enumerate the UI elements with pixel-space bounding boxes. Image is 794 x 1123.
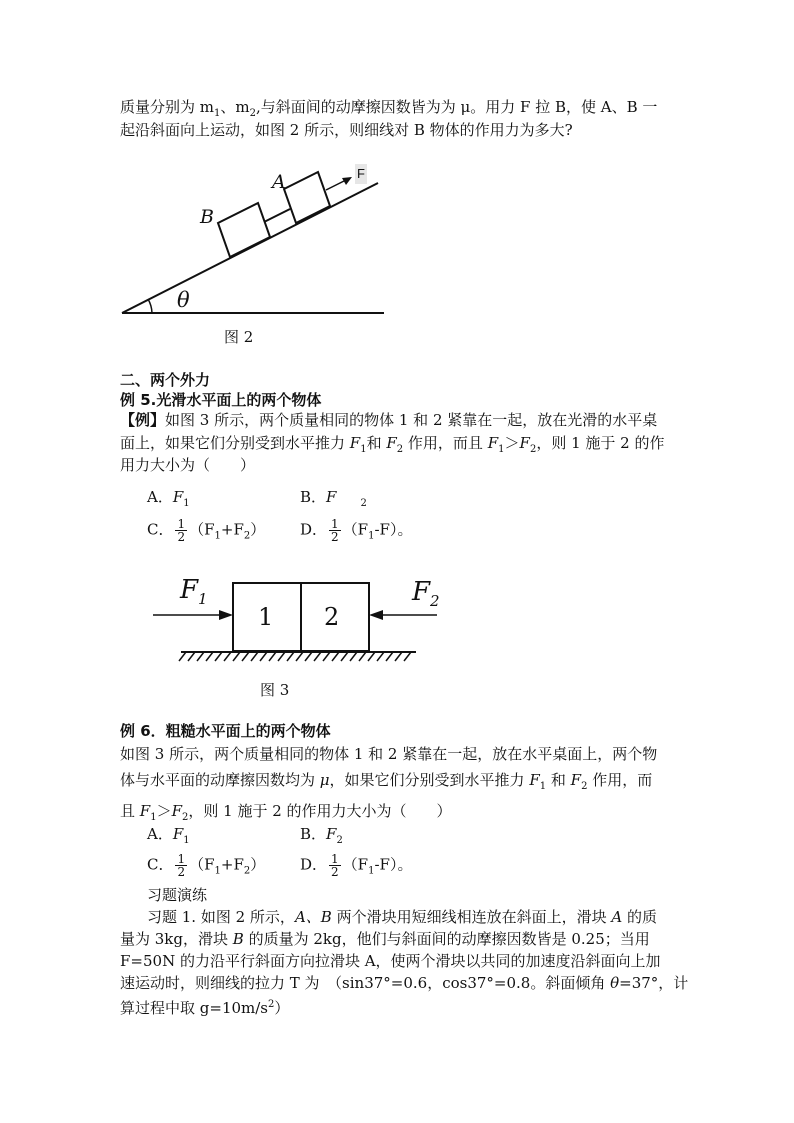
numerator: 1 (177, 852, 186, 866)
hatch-mark (260, 652, 267, 661)
label-b: B (200, 206, 214, 228)
numerator: 1 (331, 517, 339, 531)
subscript: 2 (529, 444, 537, 455)
hatch-mark (242, 652, 249, 661)
fraction (329, 853, 341, 878)
label-theta: θ (177, 288, 190, 312)
hatch-mark (188, 652, 195, 661)
option-label: B． (300, 825, 327, 843)
hatch-mark (314, 652, 321, 661)
label-a: A (272, 171, 286, 193)
var: F (386, 434, 397, 452)
hatch-mark (197, 652, 204, 661)
label-f2 (412, 578, 440, 615)
practice-line-4 (120, 973, 688, 993)
option-label: D． (300, 855, 328, 874)
subscript: 1 (368, 865, 375, 877)
denominator: 2 (177, 865, 186, 879)
text: +F (220, 520, 244, 539)
text: 的质量为 2kg，他们与斜面间的动摩擦因数皆是 0.25；当用 (243, 930, 650, 948)
text: ＞ (156, 802, 172, 820)
subscript: 1 (150, 812, 157, 823)
subscript: 1 (183, 498, 190, 509)
text: 和 (366, 434, 387, 452)
practice-line-1 (147, 907, 657, 927)
hatch-mark (332, 652, 339, 661)
practice-line-5 (120, 995, 289, 1018)
var: F (487, 434, 499, 452)
var: F (326, 488, 337, 506)
example-6-line-2 (120, 770, 652, 797)
subscript: 2 (430, 592, 440, 611)
text: =37°，计 (619, 974, 689, 992)
option-label: D． (300, 520, 328, 539)
option-label: C． (147, 855, 174, 874)
subscript: 1 (214, 108, 221, 119)
text: （F (342, 520, 369, 539)
option-c[interactable] (147, 853, 265, 882)
text: 的质 (622, 908, 657, 926)
option-label: B． (300, 488, 327, 506)
text: +F (220, 855, 244, 874)
hatch-mark (233, 652, 240, 661)
subscript: 1 (360, 444, 367, 455)
hatch-mark (404, 652, 411, 661)
numerator: 1 (331, 852, 339, 866)
text: ，如果它们分别受到水平推力 (329, 771, 530, 789)
text: -F）。 (374, 855, 413, 874)
example-tag: 【例】 (120, 411, 166, 429)
hatch-mark (341, 652, 348, 661)
hatch-mark (251, 652, 258, 661)
text: -F）。 (374, 520, 413, 539)
numerator: 1 (177, 517, 186, 531)
denominator: 2 (331, 530, 339, 544)
text: 如图 3 所示，两个质量相同的物体 1 和 2 紧靠在一起，放在光滑的水平桌 (165, 411, 658, 429)
text: 且 (120, 802, 140, 820)
section-heading: 二、两个外力 (120, 371, 211, 389)
practice-line-3: F=50N 的力沿平行斜面方向拉滑块 A，使两个滑块以共同的加速度沿斜面向上加 (120, 952, 661, 970)
text: ） (250, 520, 266, 539)
example-5-heading: 例 5.光滑水平面上的两个物体 (120, 391, 322, 409)
var: F (519, 434, 530, 452)
subscript: 2 (336, 835, 343, 846)
subscript: 2 (581, 781, 588, 792)
subscript: 1 (214, 865, 221, 877)
denominator: 2 (177, 530, 186, 544)
hatch-mark (323, 652, 330, 661)
var: A (611, 908, 623, 926)
intro-text: 、m (220, 98, 250, 116)
var: F (180, 575, 199, 605)
hatch-mark (179, 652, 186, 661)
block-2-label: 2 (324, 603, 340, 631)
hatch-mark (395, 652, 402, 661)
hatch-mark (206, 652, 213, 661)
option-label: C． (147, 520, 174, 539)
practice-heading: 习题演练 (147, 886, 208, 904)
hatch-mark (305, 652, 312, 661)
subscript: 2 (396, 444, 404, 455)
hatch-mark (350, 652, 357, 661)
subscript: 1 (368, 530, 375, 542)
hatch-mark (269, 652, 276, 661)
hatch-mark (368, 652, 375, 661)
text: （F (189, 855, 215, 874)
example-6-line-1: 如图 3 所示，两个质量相同的物体 1 和 2 紧靠在一起，放在水平桌面上，两个物 (120, 745, 658, 763)
intro-text: 质量分别为 m (120, 98, 214, 116)
var: F (139, 802, 151, 820)
subscript: 2 (243, 865, 251, 877)
text: ） (274, 999, 290, 1017)
floor-hatch (179, 652, 411, 661)
hatch-mark (278, 652, 285, 661)
var: F (349, 434, 361, 452)
label-f1 (180, 576, 208, 613)
subscript: 1 (539, 781, 547, 792)
text: 两个滑块用短细线相连放在斜面上，滑块 (331, 908, 612, 926)
text: 作用，而 (587, 771, 653, 789)
subscript: 1 (198, 590, 208, 609)
text: （F (342, 855, 369, 874)
var: F (171, 802, 183, 820)
var: B (232, 930, 244, 948)
subscript: 1 (183, 835, 190, 846)
text: 速运动时，则细线的拉力 T 为 （sin37°=0.6，cos37°=0.8。斜面倾角 (120, 974, 611, 992)
figure-2-caption: 图 2 (224, 328, 254, 346)
text: 和 (546, 771, 571, 789)
subscript: 2 (243, 530, 251, 542)
intro-line-2: 起沿斜面向上运动，如图 2 所示，则细线对 B 物体的作用力为多大? (120, 121, 573, 139)
block-1-label: 1 (258, 603, 274, 631)
hatch-mark (287, 652, 294, 661)
text: 算过程中取 g=10m/s (120, 999, 269, 1017)
subscript: 2 (360, 498, 367, 509)
intro-text: ,与斜面间的动摩擦因数皆为为 μ。用力 F 拉 B，使 A、B 一 (255, 98, 658, 116)
option-a[interactable] (147, 824, 190, 851)
option-label: A． (147, 488, 173, 506)
subscript: 1 (498, 444, 505, 455)
option-label: A． (147, 825, 173, 843)
text: ，则 1 施于 2 的作用力大小为（ ） (188, 802, 452, 820)
subscript: 2 (182, 812, 189, 823)
hatch-mark (296, 652, 303, 661)
option-b[interactable] (300, 824, 343, 851)
text: 量为 3kg，滑块 (120, 930, 233, 948)
hatch-mark (359, 652, 366, 661)
example-6-heading: 例 6．粗糙水平面上的两个物体 (120, 722, 331, 740)
denominator: 2 (331, 865, 339, 879)
figure-3-caption: 图 3 (260, 681, 290, 699)
f2-arrow-head (369, 610, 383, 620)
var: F (172, 488, 184, 506)
subscript: 1 (214, 530, 221, 542)
hatch-mark (377, 652, 384, 661)
hatch-mark (224, 652, 231, 661)
option-d[interactable] (300, 853, 412, 882)
var: μ (319, 771, 330, 789)
practice-line-2 (120, 929, 650, 949)
var: A、B (294, 908, 332, 926)
f1-arrow-head (219, 610, 233, 620)
text: 体与水平面的动摩擦因数均为 (120, 771, 320, 789)
text: 作用，而且 (403, 434, 488, 452)
text: ，则 1 施于 2 的作 (536, 434, 665, 452)
var: F (172, 825, 184, 843)
text: 习题 1. 如图 2 所示， (147, 908, 295, 926)
text: 面上，如果它们分别受到水平推力 (120, 434, 350, 452)
var: F (412, 577, 431, 607)
example-5-line-3: 用力大小为（ ） (120, 456, 256, 474)
text: ） (250, 855, 266, 874)
text: ＞ (504, 434, 520, 452)
text: （F (189, 520, 215, 539)
superscript: 2 (268, 999, 275, 1010)
var: F (570, 771, 582, 789)
var: F (326, 825, 337, 843)
label-f: F (355, 164, 367, 184)
var: θ (610, 974, 620, 992)
var: F (529, 771, 540, 789)
subscript: 2 (249, 108, 256, 119)
hatch-mark (386, 652, 393, 661)
fraction (175, 853, 187, 878)
hatch-mark (215, 652, 222, 661)
